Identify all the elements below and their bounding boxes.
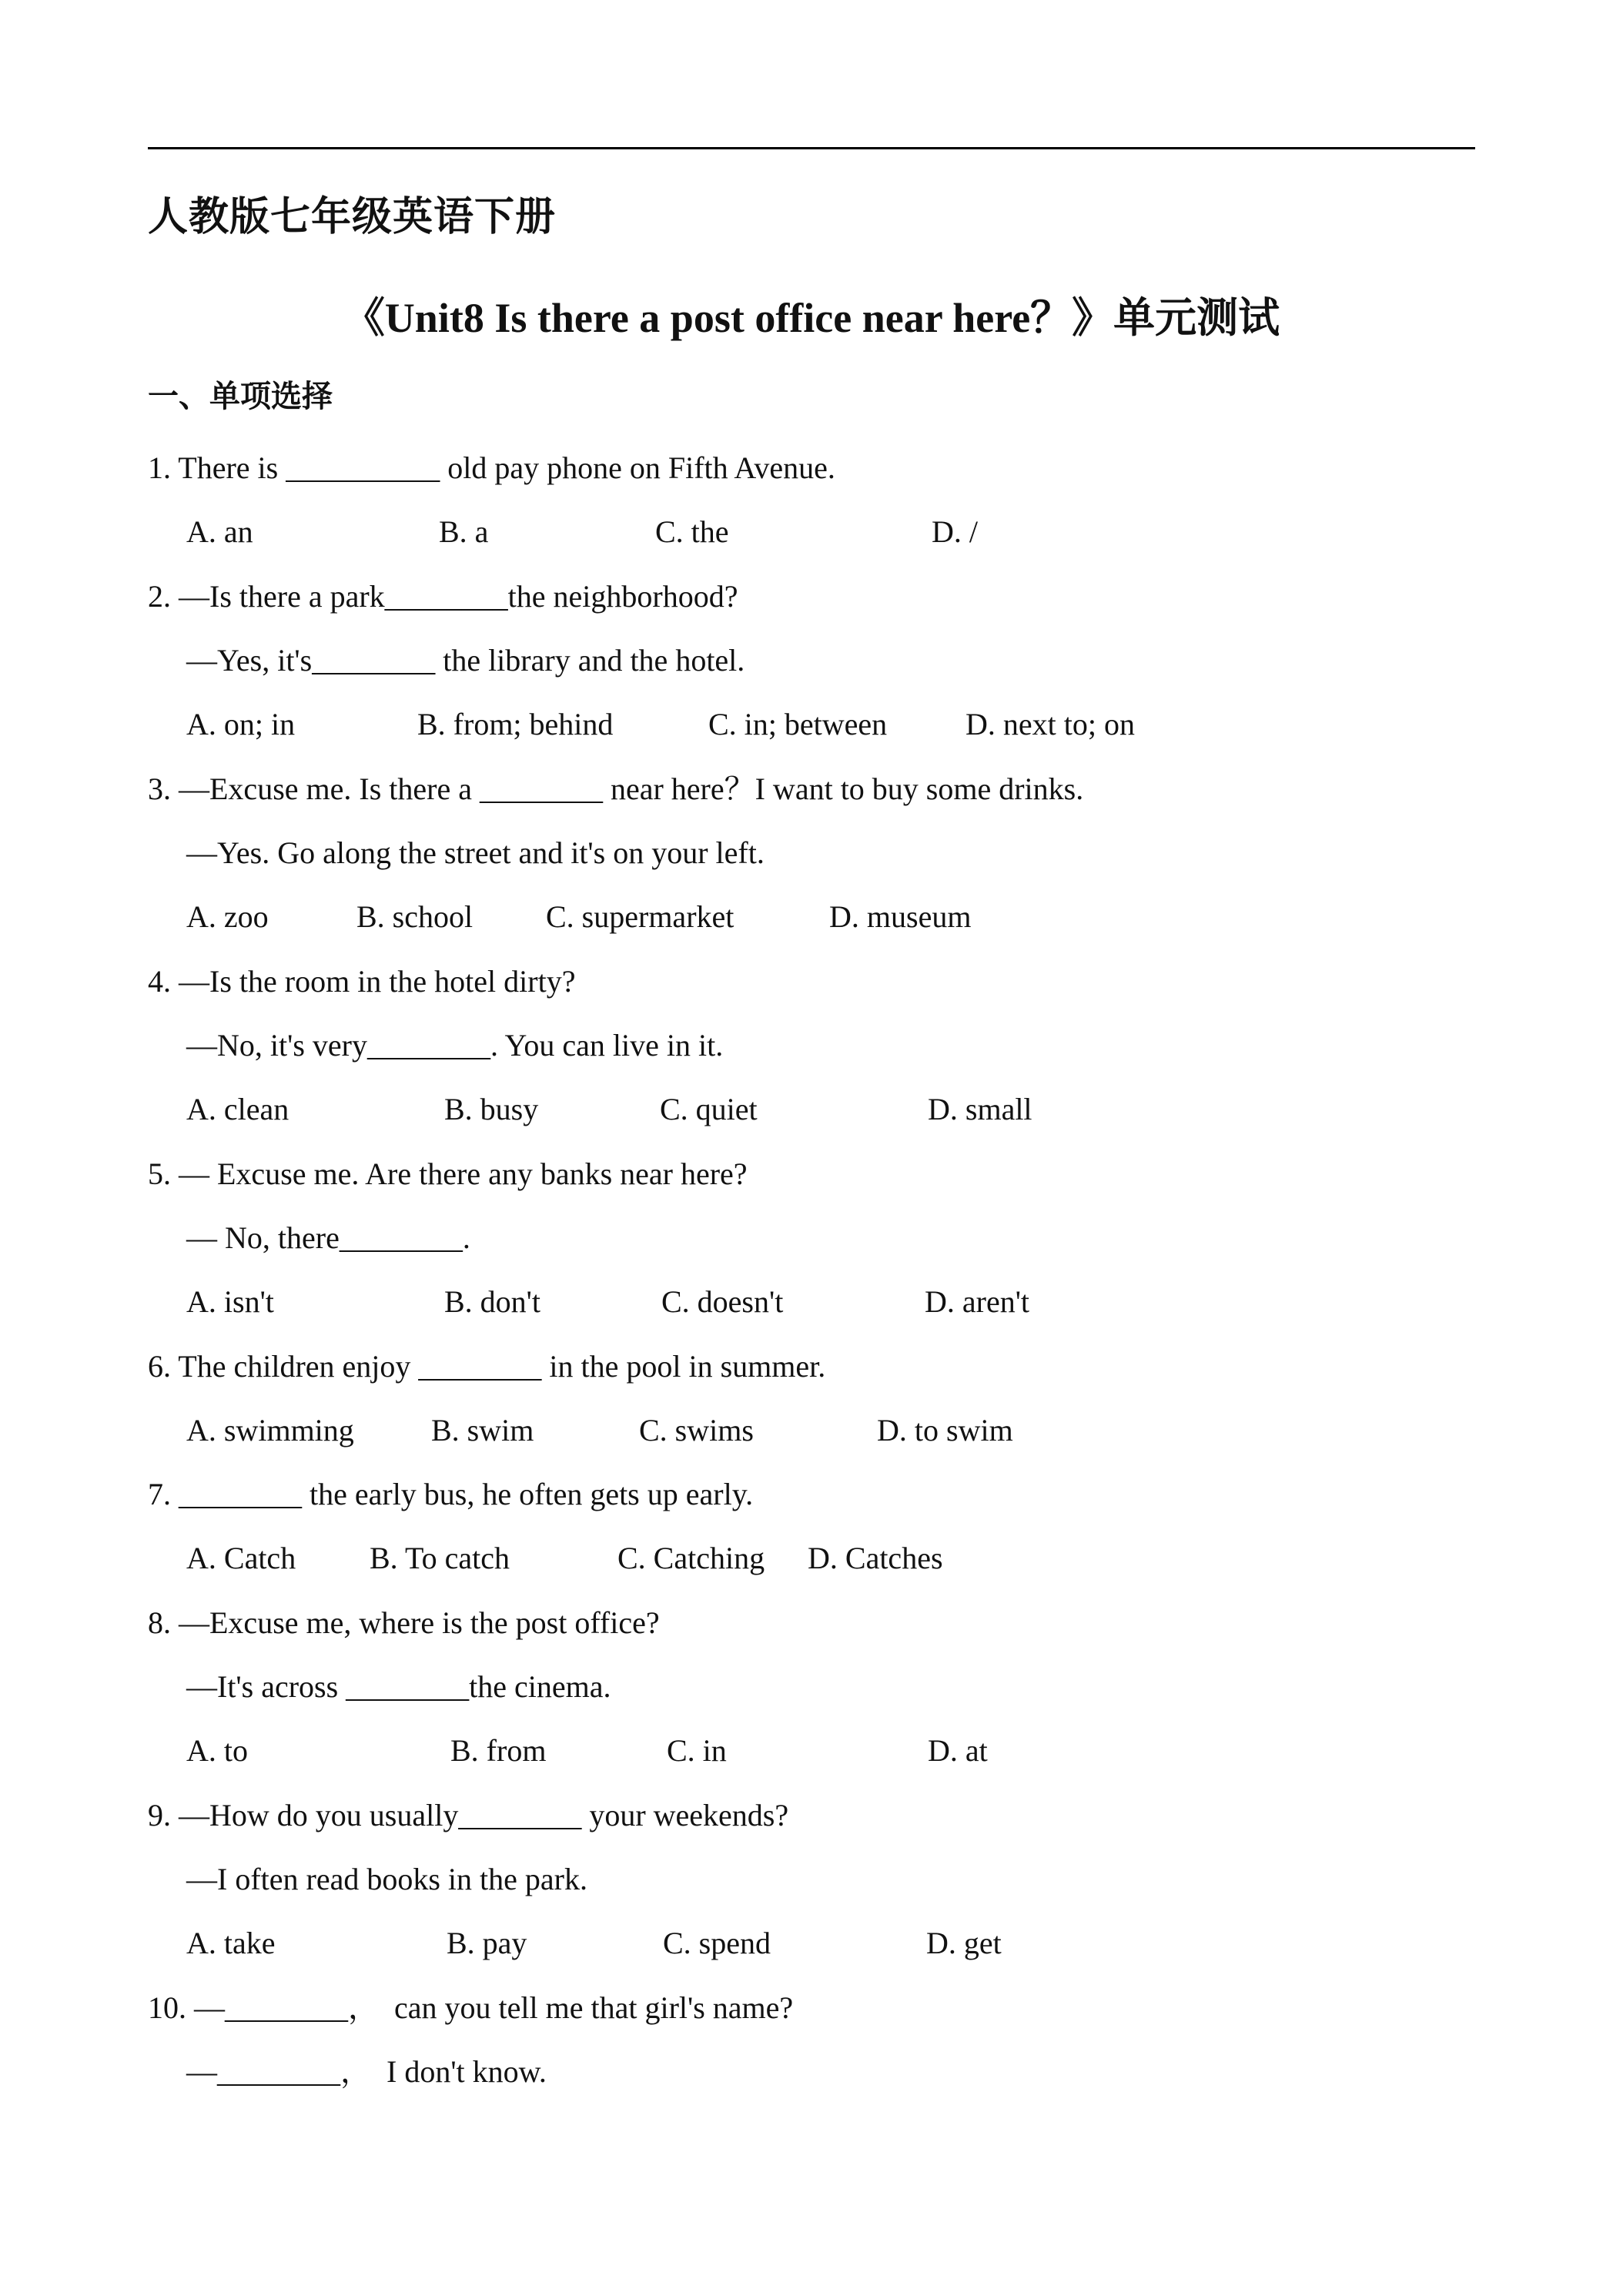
question-5-reply: — No, there________. [186,1220,470,1255]
question-8-stem: 8. —Excuse me, where is the post office? [148,1605,660,1640]
question-9-stem: 9. —How do you usually________ your weekends? [148,1798,789,1832]
question-8-option-c: C. in [667,1733,727,1768]
question-9-option-c: C. spend [663,1926,771,1960]
question-2-reply: —Yes, it's________ the library and the hotel. [186,643,745,678]
question-9-option-a: A. take [186,1926,276,1960]
question-1-option-b: B. a [439,514,489,549]
question-8-option-d: D. at [928,1733,988,1768]
question-4-option-a: A. clean [186,1092,289,1126]
question-5-stem: 5. — Excuse me. Are there any banks near here? [148,1156,748,1191]
question-6-option-c: C. swims [639,1413,754,1448]
question-5-option-c: C. doesn't [661,1284,784,1319]
question-6-option-a: A. swimming [186,1413,354,1448]
section-heading: 一、单项选择 [148,379,333,414]
question-6-option-b: B. swim [431,1413,534,1448]
question-3-option-d: D. museum [829,899,972,934]
question-2-option-d: D. next to; on [965,707,1135,741]
header-rule [148,147,1475,149]
question-4-stem: 4. —Is the room in the hotel dirty? [148,964,576,999]
question-7-option-c: C. Catching [617,1541,765,1575]
question-1-option-a: A. an [186,514,253,549]
question-3-option-c: C. supermarket [546,899,735,934]
unit-title: 《Unit8 Is there a post office near here？》单元测试 [343,295,1280,341]
question-7-option-a: A. Catch [186,1541,296,1575]
question-9-option-b: B. pay [447,1926,527,1960]
question-1-stem: 1. There is __________ old pay phone on Fifth Avenue. [148,450,835,485]
question-3-option-a: A. zoo [186,899,269,934]
question-3-stem: 3. —Excuse me. Is there a ________ near here？I want to buy some drinks. [148,771,1084,806]
question-3-option-b: B. school [356,899,474,934]
question-5-option-a: A. isn't [186,1284,274,1319]
question-4-option-d: D. small [928,1092,1032,1126]
question-2-option-a: A. on; in [186,707,296,741]
question-7-stem: 7. ________ the early bus, he often gets up early. [148,1477,754,1511]
question-3-reply: —Yes. Go along the street and it's on your left. [186,835,765,870]
question-4-option-c: C. quiet [660,1092,758,1126]
question-7-option-d: D. Catches [808,1541,943,1575]
question-6-stem: 6. The children enjoy ________ in the pool in summer. [148,1349,826,1384]
question-4-reply: —No, it's very________. You can live in it. [186,1028,724,1063]
question-1-option-d: D. / [932,514,978,549]
question-9-option-d: D. get [926,1926,1002,1960]
question-10-stem: 10. —________， can you tell me that girl's name? [148,1990,794,2025]
question-5-option-d: D. aren't [925,1284,1030,1319]
question-4-option-b: B. busy [444,1092,539,1126]
question-6-option-d: D. to swim [877,1413,1013,1448]
question-2-option-c: C. in; between [708,707,888,741]
question-8-option-a: A. to [186,1733,248,1768]
question-8-option-b: B. from [450,1733,547,1768]
question-10-reply: —________， I don't know. [186,2054,547,2089]
question-2-stem: 2. —Is there a park________the neighborhood? [148,579,738,614]
question-5-option-b: B. don't [444,1284,540,1319]
question-9-reply: —I often read books in the park. [186,1862,587,1896]
question-7-option-b: B. To catch [370,1541,510,1575]
question-1-option-c: C. the [655,514,729,549]
document-title: 人教版七年级英语下册 [148,194,557,240]
question-2-option-b: B. from; behind [417,707,614,741]
question-8-reply: —It's across ________the cinema. [186,1669,611,1704]
